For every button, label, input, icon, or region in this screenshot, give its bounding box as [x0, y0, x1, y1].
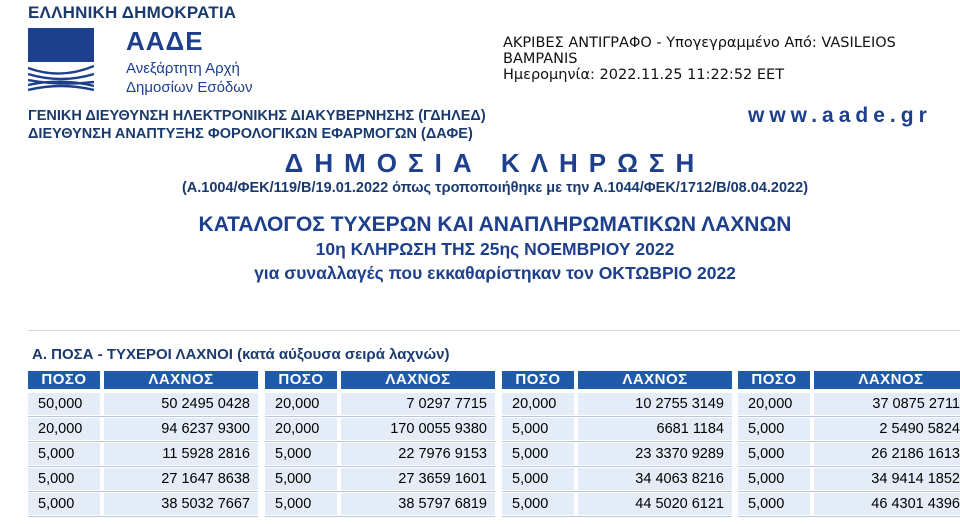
- ticket-cell: 27 1647 8638: [104, 468, 258, 490]
- amount-cell: 5,000: [738, 493, 810, 515]
- amount-cell: 20,000: [265, 393, 337, 415]
- row-divider: [265, 466, 495, 467]
- ticket-cell: 34 9414 1852: [814, 468, 960, 490]
- amount-cell: 5,000: [265, 468, 337, 490]
- row-divider: [738, 466, 960, 467]
- aade-logo-subtitle-1: Ανεξάρτητη Αρχή: [126, 60, 240, 77]
- ticket-cell: 37 0875 2711: [814, 393, 960, 415]
- row-divider: [738, 516, 960, 517]
- amount-header: ΠΟΣΟ: [738, 371, 810, 389]
- ticket-cell: 46 4301 4396: [814, 493, 960, 515]
- list-title: ΚΑΤΑΛΟΓΟΣ ΤΥΧΕΡΩΝ ΚΑΙ ΑΝΑΠΛΗΡΩΜΑΤΙΚΩΝ ΛΑΧΝΩΝ: [198, 213, 792, 236]
- row-divider: [28, 466, 258, 467]
- amount-cell: 5,000: [738, 443, 810, 465]
- ticket-header: ΛΑΧΝΟΣ: [814, 371, 960, 389]
- ticket-header: ΛΑΧΝΟΣ: [578, 371, 732, 389]
- republic-heading: ΕΛΛΗΝΙΚΗ ΔΗΜΟΚΡΑΤΙΑ: [28, 3, 237, 22]
- amount-cell: 5,000: [265, 443, 337, 465]
- department-directorate: ΔΙΕΥΘΥΝΣΗ ΑΝΑΠΤΥΞΗΣ ΦΟΡΟΛΟΓΙΚΩΝ ΕΦΑΡΜΟΓΩΝ (ΔΑΦΕ): [28, 126, 473, 142]
- amount-cell: 5,000: [738, 418, 810, 440]
- ticket-cell: 23 3370 9289: [578, 443, 732, 465]
- amount-header: ΠΟΣΟ: [502, 371, 574, 389]
- row-divider: [738, 491, 960, 492]
- legal-reference: (Α.1004/ΦΕΚ/119/Β/19.01.2022 όπως τροποποιήθηκε με την Α.1044/ΦΕΚ/1712/Β/08.04.2022): [181, 180, 809, 196]
- amount-cell: 20,000: [502, 393, 574, 415]
- row-divider: [28, 516, 258, 517]
- ticket-cell: 38 5797 6819: [341, 493, 495, 515]
- amount-cell: 20,000: [28, 418, 100, 440]
- website-link[interactable]: www.aade.gr: [748, 104, 932, 127]
- aade-logo-mark-icon: [28, 28, 94, 94]
- ticket-cell: 26 2186 1613: [814, 443, 960, 465]
- draw-date: 10η ΚΛΗΡΩΣΗ ΤΗΣ 25ης ΝΟΕΜΒΡΙΟΥ 2022: [315, 239, 675, 259]
- row-divider: [502, 416, 732, 417]
- document-title: ΔΗΜΟΣΙΑ ΚΛΗΡΩΣΗ: [284, 148, 706, 178]
- ticket-cell: 11 5928 2816: [104, 443, 258, 465]
- amount-cell: 5,000: [502, 468, 574, 490]
- signature-line-1: ΑΚΡΙΒΕΣ ΑΝΤΙΓΡΑΦΟ - Υπογεγραμμένο Από: VASILEIOS: [503, 35, 896, 51]
- ticket-cell: 6681 1184: [578, 418, 732, 440]
- row-divider: [265, 416, 495, 417]
- aade-logo-subtitle-2: Δημοσίων Εσόδων: [126, 79, 253, 96]
- ticket-cell: 2 5490 5824: [814, 418, 960, 440]
- ticket-cell: 22 7976 9153: [341, 443, 495, 465]
- department-general: ΓΕΝΙΚΗ ΔΙΕΥΘΥΝΣΗ ΗΛΕΚΤΡΟΝΙΚΗΣ ΔΙΑΚΥΒΕΡΝΗΣΗΣ (ΓΔΗΛΕΔ): [28, 108, 486, 124]
- ticket-cell: 170 0055 9380: [341, 418, 495, 440]
- row-divider: [265, 516, 495, 517]
- amount-cell: 5,000: [738, 468, 810, 490]
- amount-cell: 20,000: [738, 393, 810, 415]
- row-divider: [738, 441, 960, 442]
- row-divider: [265, 491, 495, 492]
- signature-line-2: BAMPANIS: [503, 51, 578, 67]
- signature-date: Ημερομηνία: 2022.11.25 11:22:52 EET: [503, 67, 785, 83]
- amount-cell: 5,000: [265, 493, 337, 515]
- row-divider: [28, 416, 258, 417]
- divider: [28, 330, 960, 331]
- row-divider: [502, 491, 732, 492]
- ticket-cell: 94 6237 9300: [104, 418, 258, 440]
- amount-cell: 50,000: [28, 393, 100, 415]
- amount-cell: 5,000: [502, 443, 574, 465]
- section-title: Α. ΠΟΣΑ - ΤΥΧΕΡΟΙ ΛΑΧΝΟΙ (κατά αύξουσα σειρά λαχνών): [32, 346, 450, 363]
- row-divider: [265, 441, 495, 442]
- row-divider: [502, 441, 732, 442]
- amount-cell: 5,000: [502, 493, 574, 515]
- amount-cell: 20,000: [265, 418, 337, 440]
- ticket-cell: 7 0297 7715: [341, 393, 495, 415]
- ticket-cell: 50 2495 0428: [104, 393, 258, 415]
- aade-logo: [28, 24, 262, 98]
- ticket-cell: 27 3659 1601: [341, 468, 495, 490]
- row-divider: [502, 466, 732, 467]
- row-divider: [28, 441, 258, 442]
- amount-cell: 5,000: [28, 493, 100, 515]
- row-divider: [738, 416, 960, 417]
- ticket-cell: 44 5020 6121: [578, 493, 732, 515]
- ticket-header: ΛΑΧΝΟΣ: [104, 371, 258, 389]
- ticket-cell: 10 2755 3149: [578, 393, 732, 415]
- ticket-cell: 38 5032 7667: [104, 493, 258, 515]
- amount-cell: 5,000: [28, 443, 100, 465]
- transaction-period: για συναλλαγές που εκκαθαρίστηκαν τον ΟΚΤΩΒΡΙΟ 2022: [254, 263, 736, 283]
- amount-header: ΠΟΣΟ: [265, 371, 337, 389]
- ticket-header: ΛΑΧΝΟΣ: [341, 371, 495, 389]
- amount-cell: 5,000: [28, 468, 100, 490]
- row-divider: [28, 491, 258, 492]
- ticket-cell: 34 4063 8216: [578, 468, 732, 490]
- row-divider: [502, 516, 732, 517]
- amount-header: ΠΟΣΟ: [28, 371, 100, 389]
- amount-cell: 5,000: [502, 418, 574, 440]
- aade-logo-text: ΑΑΔΕ: [126, 26, 204, 56]
